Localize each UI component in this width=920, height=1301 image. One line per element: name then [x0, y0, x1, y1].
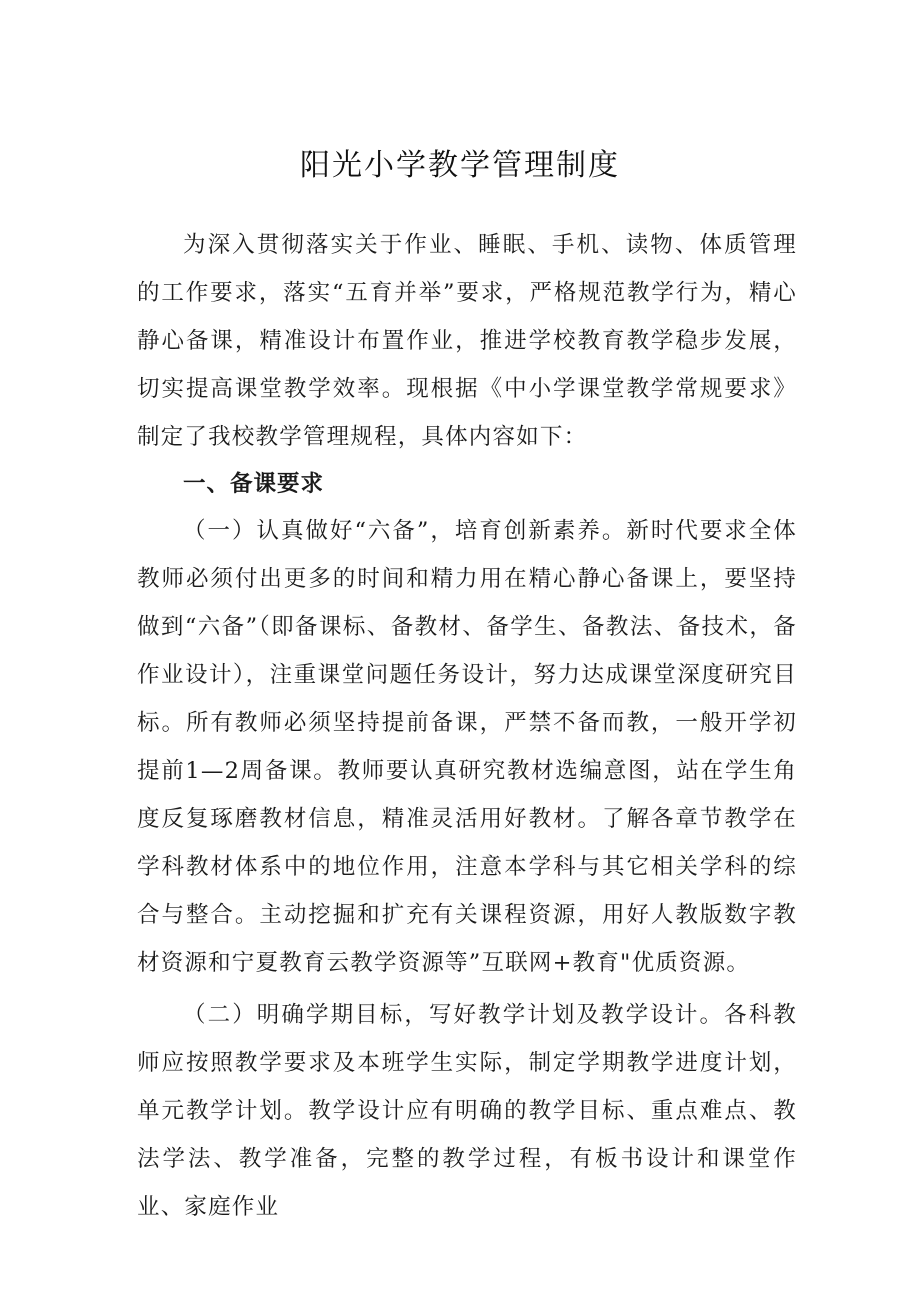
section-heading-lesson-prep: 一、备课要求 — [183, 471, 325, 497]
paragraph-semester-goals: （二）明确学期目标，写好教学计划及教学设计。各科教师应按照教学要求及本班学生实际，制定学期教学进度计划，单元教学计划。教学设计应有明确的教学目标、重点难点、教法学法、教学准备，完整的教学过程，有板书设计和课堂作业、家庭作业 — [137, 1002, 797, 1220]
document-title: 阳光小学教学管理制度 — [300, 148, 620, 183]
intro-paragraph: 为深入贯彻落实关于作业、睡眠、手机、读物、体质管理的工作要求，落实“五育并举”要求，严格规范教学行为，精心静心备课，精准设计布置作业，推进学校教育教学稳步发展，切实提高课堂教学效率。现根据《中小学课堂教学常规要求》制定了我校教学管理规程，具体内容如下： — [137, 232, 797, 450]
paragraph-six-preparations: （一）认真做好“六备”，培育创新素养。新时代要求全体教师必须付出更多的时间和精力用在精心静心备课上，要坚持做到“六备”（即备课标、备教材、备学生、备教法、备技术，备作业设计），注重课堂问题任务设计，努力达成课堂深度研究目标。所有教师必须坚持提前备课，严禁不备而教，一般开学初提前1—2周备课。教师要认真研究教材选编意图，站在学生角度反复琢磨教材信息，精准灵活用好教材。了解各章节教学在学科教材体系中的地位作用，注意本学科与其它相关学科的综合与整合。主动挖掘和扩充有关课程资源，用好人教版数字教材资源和宁夏教育云教学资源等”互联网+教育"优质资源。 — [137, 518, 797, 976]
